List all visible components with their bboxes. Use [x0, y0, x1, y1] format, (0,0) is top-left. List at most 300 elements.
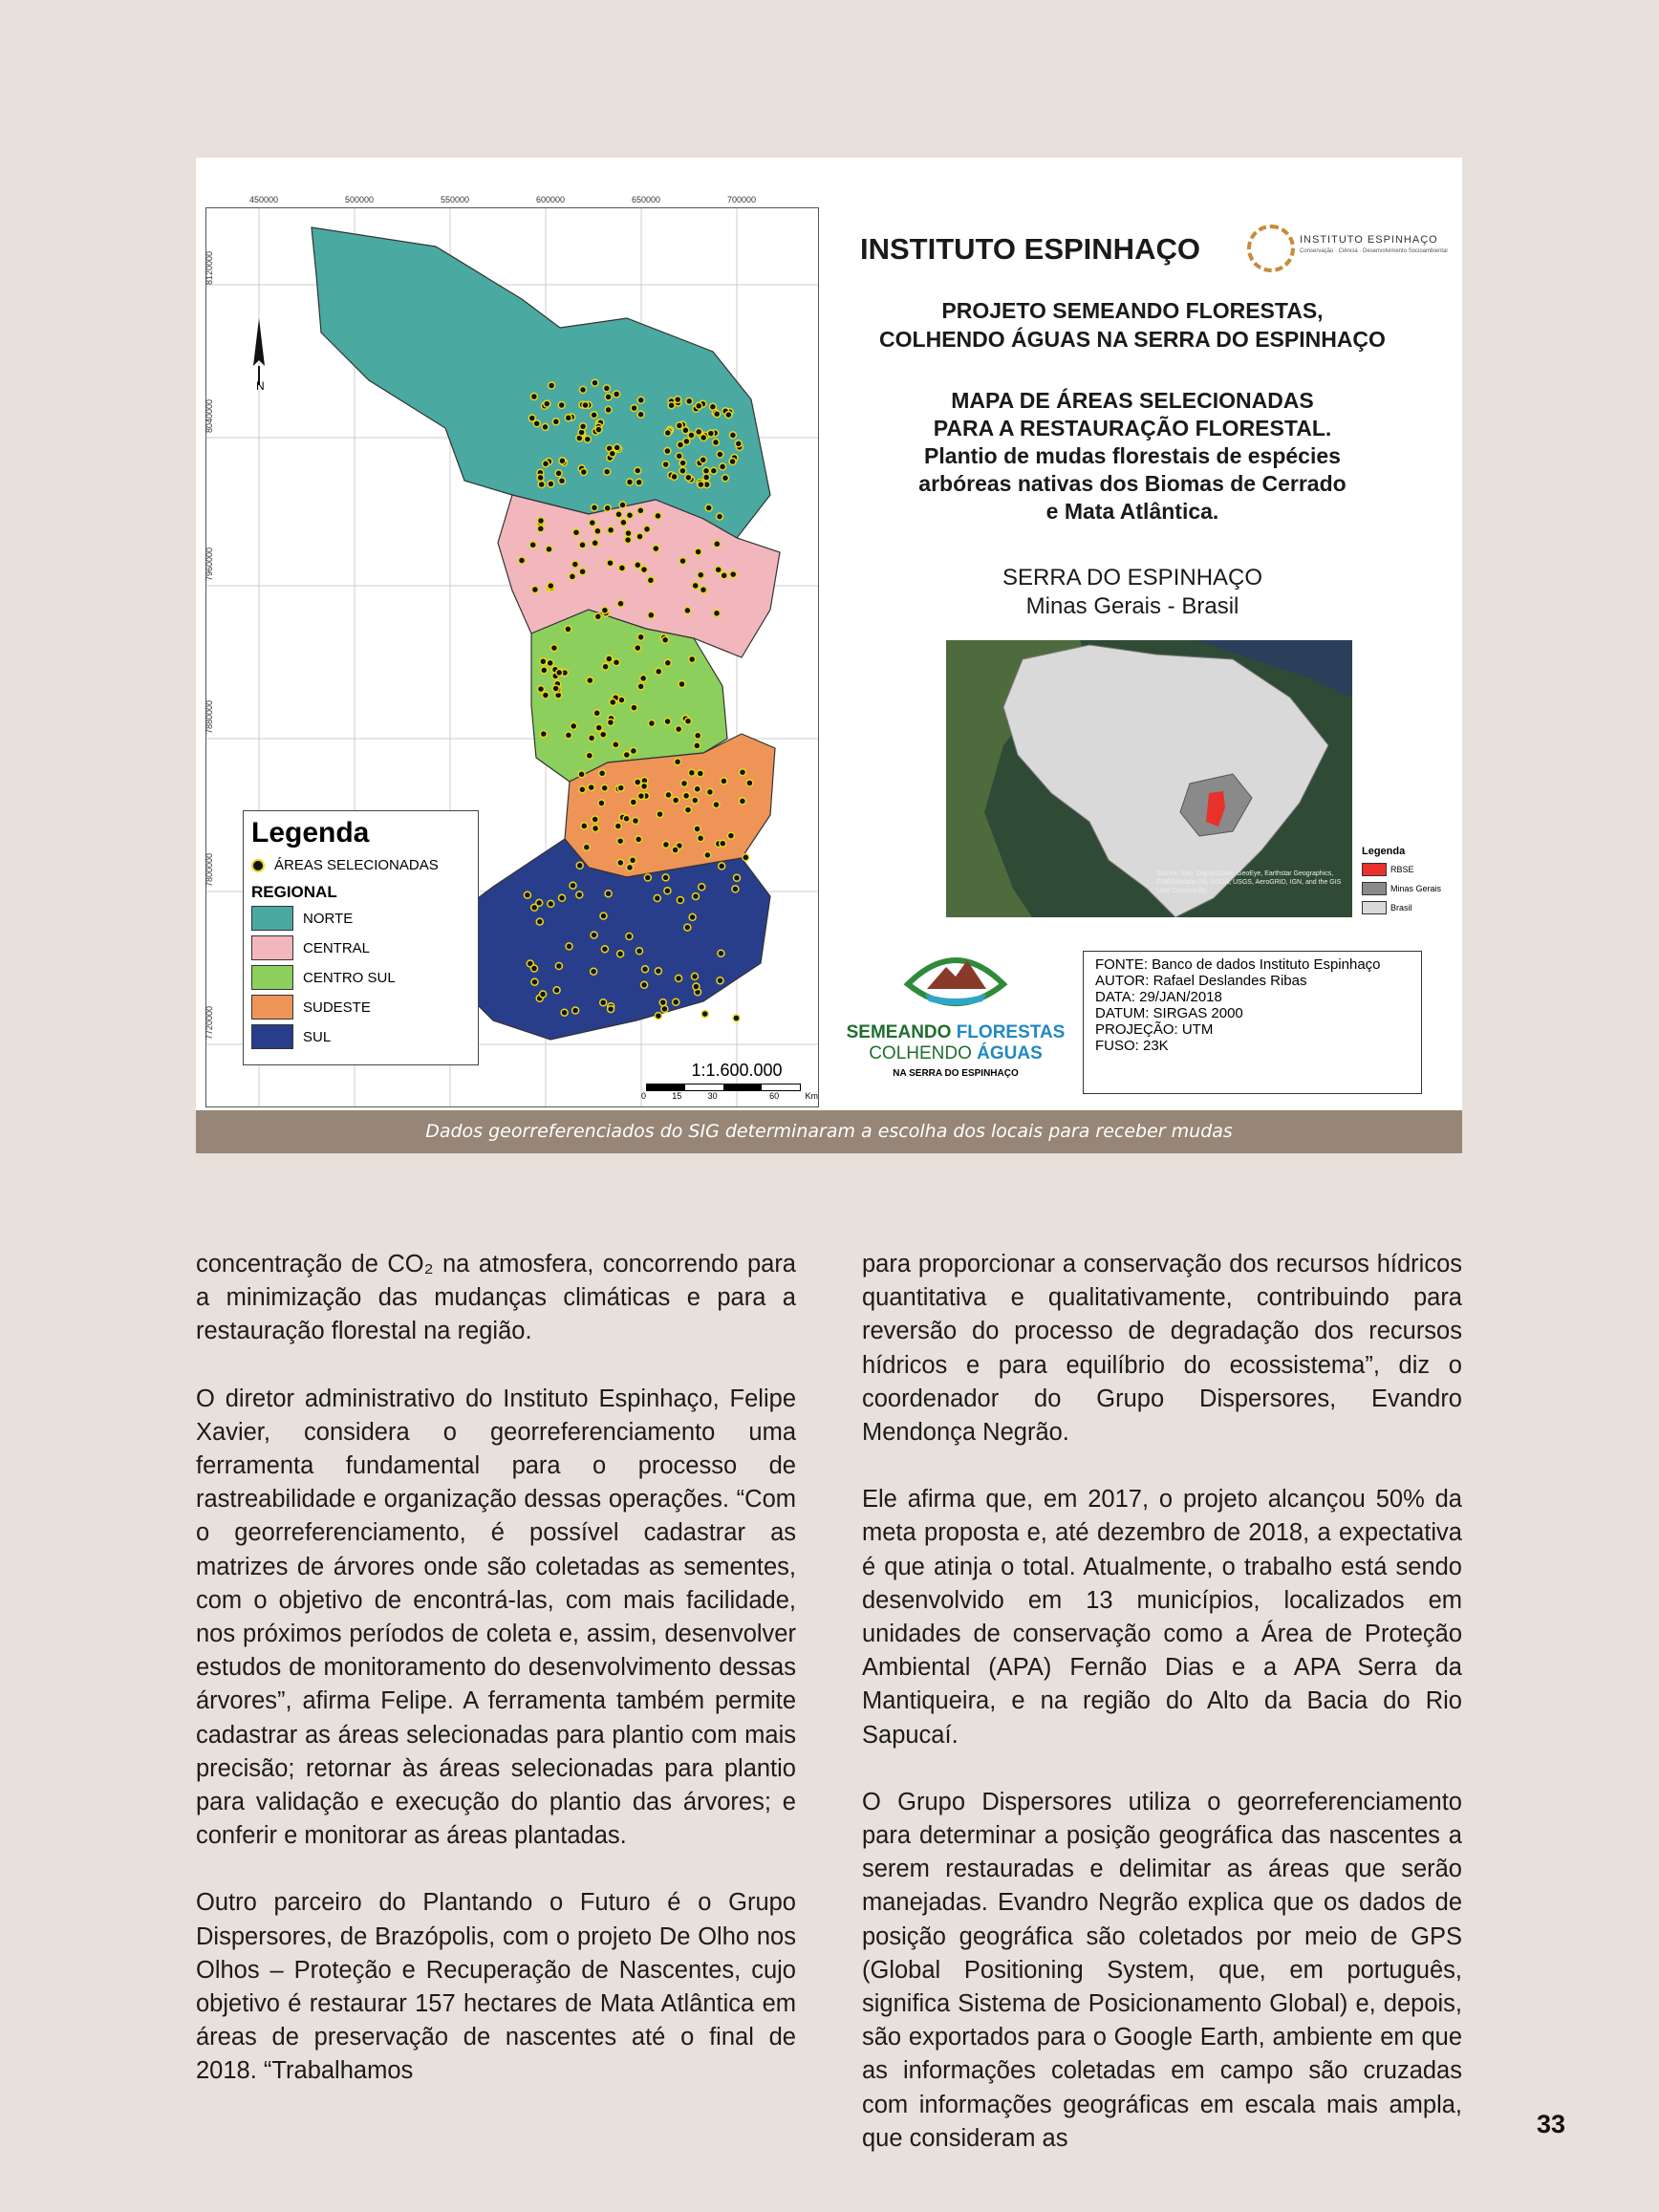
- selected-area-point: [580, 423, 587, 430]
- selected-area-point: [701, 1011, 708, 1018]
- selected-area-point: [676, 726, 682, 733]
- coord-y: 7720000: [205, 1005, 214, 1040]
- selected-area-point: [589, 735, 595, 741]
- selected-area-point: [655, 512, 661, 519]
- selected-area-point: [614, 444, 620, 451]
- selected-area-point: [633, 818, 639, 825]
- selected-area-point: [602, 663, 609, 670]
- coord-x: 500000: [345, 195, 375, 204]
- selected-area-point: [549, 382, 555, 389]
- selected-area-point: [710, 467, 717, 474]
- selected-area-point: [603, 385, 610, 392]
- selected-area-point: [571, 561, 578, 568]
- selected-area-point: [617, 951, 624, 957]
- selected-area-point: [614, 391, 620, 397]
- selected-area-point: [727, 832, 734, 839]
- selected-area-point: [703, 467, 710, 474]
- selected-area-point: [556, 669, 563, 676]
- selected-area-point: [617, 784, 624, 791]
- selected-area-point: [641, 567, 648, 573]
- institute-logo-icon: [1247, 225, 1295, 272]
- selected-area-point: [543, 461, 549, 467]
- project-title: PROJETO SEMEANDO FLORESTAS, COLHENDO ÁGUAS NA SERRA DO ESPINHAÇO: [879, 298, 1386, 352]
- selected-area-point: [717, 977, 723, 984]
- regional-map: [205, 195, 819, 1107]
- selected-area-point: [591, 412, 597, 419]
- selected-area-point: [635, 779, 641, 785]
- source-box: FONTE: Banco de dados Instituto Espinhaço AUTOR: Rafael Deslandes Ribas DATA: 29/JAN/2018 DATUM: SIRGAS 2000 PROJEÇÃO: UTM FUSO: 23K: [1083, 951, 1422, 1094]
- selected-area-point: [637, 397, 644, 403]
- selected-area-point: [601, 784, 608, 791]
- selected-area-point: [555, 470, 562, 477]
- selected-area-point: [720, 840, 726, 847]
- selected-area-point: [542, 692, 549, 698]
- selected-area-point: [700, 587, 707, 593]
- selected-area-point: [555, 963, 562, 970]
- coord-x: 450000: [249, 195, 279, 204]
- selected-area-point: [576, 862, 583, 869]
- selected-area-point: [641, 783, 648, 789]
- selected-area-point: [600, 999, 607, 1006]
- selected-area-point: [548, 583, 554, 590]
- selected-area-point: [733, 1015, 740, 1021]
- selected-area-point: [662, 636, 669, 643]
- selected-area-point: [635, 467, 641, 474]
- selected-area-point: [685, 806, 692, 813]
- selected-area-point: [640, 675, 647, 681]
- selected-area-point: [536, 899, 543, 906]
- selected-area-point: [601, 607, 608, 613]
- selected-area-point: [657, 811, 663, 818]
- selected-area-point: [729, 432, 736, 439]
- north-arrow-icon: [253, 318, 265, 385]
- region-title: SERRA DO ESPINHAÇO Minas Gerais - Brasil: [1002, 565, 1263, 619]
- selected-area-point: [721, 778, 727, 784]
- selected-area-point: [678, 441, 684, 448]
- selected-area-point: [673, 797, 679, 804]
- selected-area-point: [637, 793, 644, 800]
- coord-x: 550000: [441, 195, 470, 204]
- leaf-mountain-icon: [898, 946, 1013, 1018]
- selected-area-point: [732, 886, 739, 892]
- selected-area-point: [662, 841, 669, 848]
- selected-area-point: [675, 397, 681, 403]
- inset-legend-item: Minas Gerais: [1362, 882, 1441, 895]
- selected-area-point: [565, 626, 571, 633]
- selected-area-point: [637, 411, 644, 418]
- selected-area-point: [719, 863, 725, 870]
- selected-area-point: [682, 427, 689, 434]
- selected-area-point: [695, 732, 701, 739]
- inset-legend-item: Brasil: [1362, 901, 1441, 914]
- selected-area-point: [679, 558, 686, 565]
- selected-area-point: [630, 747, 636, 754]
- paragraph: Ele afirma que, em 2017, o projeto alcançou 50% da meta proposta e, até dezembro de 2018, a expectativa é que atinja o total. Atualmente, o trabalho está sendo desenvolvido em 13 municípios, localizados em unidades de conservação como a Área de Proteção Ambiental (APA) Fernão Dias e a APA Serra da Mantiqueira, e na região do Alto da Bacia do Rio Sapucaí.: [862, 1486, 1462, 1749]
- selected-area-point: [677, 897, 683, 904]
- coord-y: 8040000: [205, 398, 214, 433]
- selected-area-point: [636, 479, 642, 485]
- selected-area-point: [713, 802, 720, 808]
- selected-area-point: [700, 457, 706, 463]
- selected-area-point: [578, 771, 585, 778]
- selected-area-point: [579, 786, 586, 793]
- selected-area-point: [662, 462, 669, 468]
- selected-area-point: [530, 394, 537, 400]
- selected-area-point: [588, 784, 594, 791]
- selected-area-point: [614, 659, 620, 666]
- selected-area-point: [655, 968, 661, 975]
- selected-area-point: [581, 823, 588, 829]
- selected-area-point: [704, 851, 711, 858]
- selected-area-point: [689, 656, 696, 663]
- selected-area-point: [664, 719, 671, 725]
- selected-area-point: [694, 742, 700, 749]
- inset-legend: [1362, 846, 1441, 914]
- selected-area-point: [531, 978, 538, 985]
- coord-y: 7960000: [205, 547, 214, 581]
- legend-item: NORTE: [251, 906, 478, 931]
- selected-area-point: [714, 541, 721, 548]
- selected-area-point: [713, 439, 720, 445]
- selected-area-point: [546, 546, 552, 552]
- selected-area-point: [531, 965, 538, 972]
- selected-area-point: [692, 973, 699, 979]
- selected-area-point: [559, 478, 566, 484]
- selected-area-point: [705, 505, 712, 511]
- selected-area-point: [579, 569, 586, 575]
- semeando-florestas-logo: SEMEANDO FLORESTAS COLHENDO ÁGUAS NA SERRA DO ESPINHAÇO: [846, 946, 1066, 1104]
- selected-area-point: [548, 481, 554, 487]
- selected-area-point: [607, 719, 614, 726]
- selected-area-point: [519, 557, 526, 564]
- selected-area-point: [583, 844, 590, 850]
- coord-x: 600000: [536, 195, 566, 204]
- selected-area-point: [692, 797, 699, 804]
- selected-area-point: [661, 1005, 668, 1012]
- selected-area-point: [604, 468, 611, 475]
- selected-area-point: [591, 932, 597, 938]
- selected-area-point: [599, 770, 606, 777]
- selected-area-point: [688, 769, 695, 776]
- selected-area-point: [681, 780, 688, 786]
- inset-legend-item: RBSE: [1362, 863, 1441, 876]
- selected-area-point: [714, 411, 721, 418]
- selected-area-point: [552, 685, 559, 692]
- selected-area-point: [637, 634, 644, 640]
- selected-area-point: [571, 722, 577, 729]
- selected-area-point: [662, 874, 669, 881]
- legend-item: CENTRO SUL: [251, 965, 478, 990]
- selected-area-point: [627, 864, 634, 870]
- selected-area-point: [565, 732, 571, 739]
- selected-area-point: [655, 1013, 661, 1020]
- selected-area-point: [607, 560, 614, 567]
- selected-area-point: [671, 473, 678, 480]
- selected-area-point: [529, 542, 536, 548]
- selected-area-point: [625, 537, 632, 544]
- selected-area-point: [653, 546, 659, 552]
- selected-area-point: [542, 423, 549, 430]
- selected-area-point: [679, 681, 685, 688]
- selected-area-point: [528, 415, 535, 421]
- selected-area-point: [625, 530, 632, 537]
- selected-area-point: [665, 791, 672, 798]
- selected-area-point: [685, 718, 692, 724]
- selected-area-point: [636, 836, 642, 843]
- selected-area-point: [697, 770, 703, 777]
- selected-area-point: [589, 520, 595, 526]
- coord-x: 700000: [727, 195, 757, 204]
- selected-area-point: [676, 975, 682, 981]
- selected-area-point: [641, 981, 648, 988]
- selected-area-point: [699, 884, 705, 891]
- selected-area-point: [538, 518, 545, 525]
- selected-area-point: [615, 511, 622, 518]
- selected-area-point: [595, 426, 602, 433]
- selected-area-point: [717, 513, 723, 520]
- selected-area-point: [605, 406, 612, 413]
- selected-area-point: [644, 526, 651, 532]
- selected-area-point: [635, 645, 641, 652]
- selected-area-point: [582, 402, 589, 409]
- selected-area-point: [619, 502, 626, 508]
- selected-area-point: [580, 469, 587, 476]
- coord-y: 7800000: [205, 852, 214, 887]
- selected-area-point: [648, 720, 655, 727]
- selected-area-point: [696, 402, 702, 409]
- selected-area-point: [630, 857, 636, 864]
- selected-area-point: [566, 943, 572, 950]
- selected-area-point: [606, 655, 613, 662]
- selected-area-point: [592, 826, 599, 832]
- selected-area-point: [580, 386, 587, 393]
- selected-area-point: [617, 838, 624, 845]
- selected-area-point: [721, 572, 727, 579]
- selected-area-point: [547, 659, 553, 666]
- selected-area-point: [746, 780, 753, 786]
- selected-area-point: [647, 577, 654, 584]
- legend-item: SUDESTE: [251, 995, 478, 1020]
- selected-area-point: [718, 950, 724, 956]
- selected-area-point: [537, 526, 544, 532]
- left-column: [196, 1248, 796, 2122]
- selected-area-point: [592, 379, 598, 386]
- coord-x: 650000: [632, 195, 661, 204]
- selected-area-point: [538, 686, 545, 693]
- selected-area-point: [656, 668, 662, 675]
- selected-area-point: [541, 667, 548, 674]
- selected-area-point: [601, 946, 608, 953]
- selected-area-point: [684, 607, 691, 613]
- selected-area-point: [720, 463, 726, 470]
- region-norte: [312, 227, 770, 538]
- paragraph: para proporcionar a conservação dos recursos hídricos quantitativa e qualitativamente, contribuindo para reversão do processo de degradação dos recursos hídricos e para equilíbrio do ecossistema”, diz o coordenador do Grupo Dispersores, Evandro Mendonça Negrão.: [862, 1251, 1462, 1447]
- selected-area-point: [693, 983, 700, 990]
- selected-area-point: [540, 658, 547, 665]
- selected-area-point: [675, 759, 681, 765]
- selected-area-point: [550, 645, 557, 652]
- selected-area-point: [734, 874, 741, 881]
- selected-area-point: [587, 677, 593, 684]
- selected-area-point: [659, 999, 666, 1006]
- selected-area-point: [572, 1007, 579, 1014]
- selected-area-point: [698, 835, 704, 842]
- selected-area-point: [553, 987, 560, 994]
- selected-area-point: [538, 482, 545, 488]
- selected-area-point: [623, 815, 630, 822]
- institute-logo-sub: Conservação · Ciência · Desenvolvimento Socioambiental: [1300, 248, 1448, 254]
- selected-area-point: [698, 571, 704, 578]
- selected-area-point: [636, 948, 643, 955]
- selected-area-point: [631, 704, 637, 711]
- selected-area-point: [694, 826, 700, 832]
- selected-area-point: [694, 785, 700, 792]
- selected-area-point: [676, 422, 682, 429]
- selected-area-point: [576, 891, 583, 898]
- selected-area-point: [573, 529, 580, 536]
- legend-item: CENTRAL: [251, 935, 478, 960]
- selected-area-point: [617, 600, 624, 607]
- selected-area-point: [703, 474, 710, 481]
- selected-area-point: [648, 612, 655, 618]
- selected-area-point: [617, 859, 624, 866]
- selected-area-point: [706, 788, 713, 795]
- selected-area-point: [626, 934, 633, 940]
- selected-area-point: [540, 991, 547, 998]
- selected-area-point: [608, 1006, 614, 1013]
- selected-area-point: [618, 565, 625, 571]
- paragraph: concentração de CO₂ na atmosfera, concorrendo para a minimização das mudanças climáticas e para a restauração florestal na região.: [196, 1251, 796, 1345]
- selected-area-point: [679, 460, 686, 466]
- scale-ticks: 0 15 30 60 Km: [641, 1091, 818, 1101]
- scale-bar: [646, 1084, 801, 1091]
- selected-area-point: [598, 800, 605, 806]
- page-number: 33: [1537, 2110, 1566, 2138]
- inset-credits: Source: Esri, DigitalGlobe, GeoEye, Earthstar Geographics, CNES/Airbus DS, USDA, USGS, AeroGRID, IGN, and the GIS User Community: [1156, 870, 1342, 894]
- selected-area-point: [627, 479, 634, 485]
- legend-regional-label: REGIONAL: [251, 883, 337, 901]
- selected-area-point: [593, 710, 600, 717]
- selected-area-point: [565, 415, 571, 421]
- north-label: N: [256, 379, 265, 393]
- selected-area-point: [668, 402, 675, 409]
- selected-area-point: [548, 900, 554, 907]
- selected-area-point: [684, 924, 691, 931]
- selected-area-point: [591, 968, 597, 975]
- figure-caption: Dados georreferenciados do SIG determinaram a escolha dos locais para receber mudas: [196, 1110, 1462, 1153]
- selected-area-point: [722, 475, 729, 482]
- selected-area-point: [664, 888, 671, 894]
- selected-area-point: [630, 799, 636, 805]
- map-legend: [243, 810, 479, 1065]
- selected-area-point: [696, 428, 702, 435]
- selected-area-point: [586, 752, 592, 759]
- selected-area-point: [620, 519, 627, 526]
- selected-area-point: [605, 891, 612, 897]
- selected-area-point: [695, 548, 701, 555]
- selected-area-point: [627, 512, 634, 519]
- selected-area-point: [725, 412, 732, 419]
- point-icon: [251, 859, 265, 872]
- selected-area-point: [608, 526, 614, 533]
- selected-area-point: [636, 533, 643, 540]
- coord-y: 8120000: [205, 250, 214, 285]
- map-title: MAPA DE ÁREAS SELECIONADAS PARA A RESTAURAÇÃO FLORESTAL. Plantio de mudas florestais de espécies arbóreas nativas dos Biomas de Cerrado e Mata Atlântica.: [918, 388, 1347, 524]
- selected-area-point: [683, 792, 690, 799]
- selected-area-point: [688, 432, 695, 439]
- selected-area-point: [698, 482, 704, 488]
- selected-area-point: [672, 847, 679, 853]
- selected-area-point: [685, 474, 692, 481]
- selected-area-point: [559, 894, 566, 901]
- selected-area-point: [735, 440, 742, 447]
- selected-area-point: [644, 874, 651, 881]
- scale-text: 1:1.600.000: [691, 1061, 783, 1080]
- selected-area-point: [714, 610, 721, 616]
- selected-area-point: [692, 582, 699, 589]
- selected-area-point: [642, 966, 649, 973]
- selected-area-point: [595, 724, 602, 731]
- paragraph: O diretor administrativo do Instituto Espinhaço, Felipe Xavier, considera o georreferenciamento uma ferramenta fundamental para o processo de rastreabilidade e organização dessas operações. “Com o georreferenciamento, é possível cadastrar as matrizes de árvores onde são coletadas as sementes, com o objetivo de encontrá-las, com mais facilidade, nos próximos períodos de coleta e, assim, desenvolver estudos de monitoramento do desenvolvimento dessas árvores”, afirma Felipe. A ferramenta também permite cadastrar as áreas selecionadas para plantio com mais precisão; retornar às áreas selecionadas para plantio para validação e execução do plantio das árvores; e conferir e monitorar as áreas plantadas.: [196, 1385, 796, 1850]
- selected-area-point: [579, 542, 586, 548]
- selected-area-point: [592, 505, 598, 511]
- selected-area-point: [693, 893, 700, 900]
- selected-area-point: [717, 451, 723, 458]
- selected-area-point: [604, 505, 611, 511]
- selected-area-point: [544, 400, 550, 407]
- selected-area-point: [584, 436, 591, 442]
- selected-area-point: [536, 918, 543, 925]
- selected-area-point: [594, 613, 601, 620]
- selected-area-point: [637, 507, 644, 514]
- selected-area-point: [558, 402, 565, 409]
- selected-area-point: [613, 741, 619, 748]
- selected-area-point: [600, 913, 607, 919]
- selected-area-point: [569, 573, 575, 580]
- legend-item: SUL: [251, 1024, 478, 1049]
- selected-area-point: [540, 731, 547, 738]
- selected-area-point: [600, 731, 607, 738]
- selected-area-point: [614, 823, 621, 829]
- selected-area-point: [570, 882, 576, 889]
- paragraph: Outro parceiro do Plantando o Futuro é o Grupo Dispersores, de Brazópolis, com o projeto De Olho nos Olhos – Proteção e Recuperação de Nascentes, cujo objetivo é restaurar 157 hectares de Mata Atlântica em áreas de preservação de nascentes até o final de 2018. “Trabalhamos: [196, 1889, 796, 2085]
- selected-area-point: [676, 453, 682, 460]
- selected-area-point: [707, 430, 714, 437]
- selected-area-point: [686, 397, 693, 404]
- selected-area-point: [730, 571, 737, 578]
- selected-area-point: [594, 527, 601, 534]
- legend-selected-areas: ÁREAS SELECIONADAS: [251, 857, 478, 873]
- selected-area-point: [605, 394, 612, 400]
- selected-area-point: [654, 895, 660, 902]
- brazil-inset-map: [946, 640, 1352, 917]
- selected-area-point: [524, 891, 530, 898]
- coord-y: 7880000: [205, 699, 214, 734]
- selected-area-point: [537, 474, 544, 481]
- selected-area-point: [689, 913, 696, 920]
- selected-area-point: [609, 450, 615, 457]
- selected-area-point: [623, 752, 630, 759]
- selected-area-point: [631, 405, 637, 412]
- selected-area-point: [559, 458, 566, 464]
- selected-area-point: [635, 562, 641, 569]
- selected-area-point: [700, 435, 707, 441]
- institute-title: INSTITUTO ESPINHAÇO: [860, 232, 1200, 266]
- selected-area-point: [715, 567, 722, 573]
- selected-area-point: [592, 816, 598, 823]
- selected-area-point: [664, 430, 671, 437]
- selected-area-point: [592, 540, 598, 547]
